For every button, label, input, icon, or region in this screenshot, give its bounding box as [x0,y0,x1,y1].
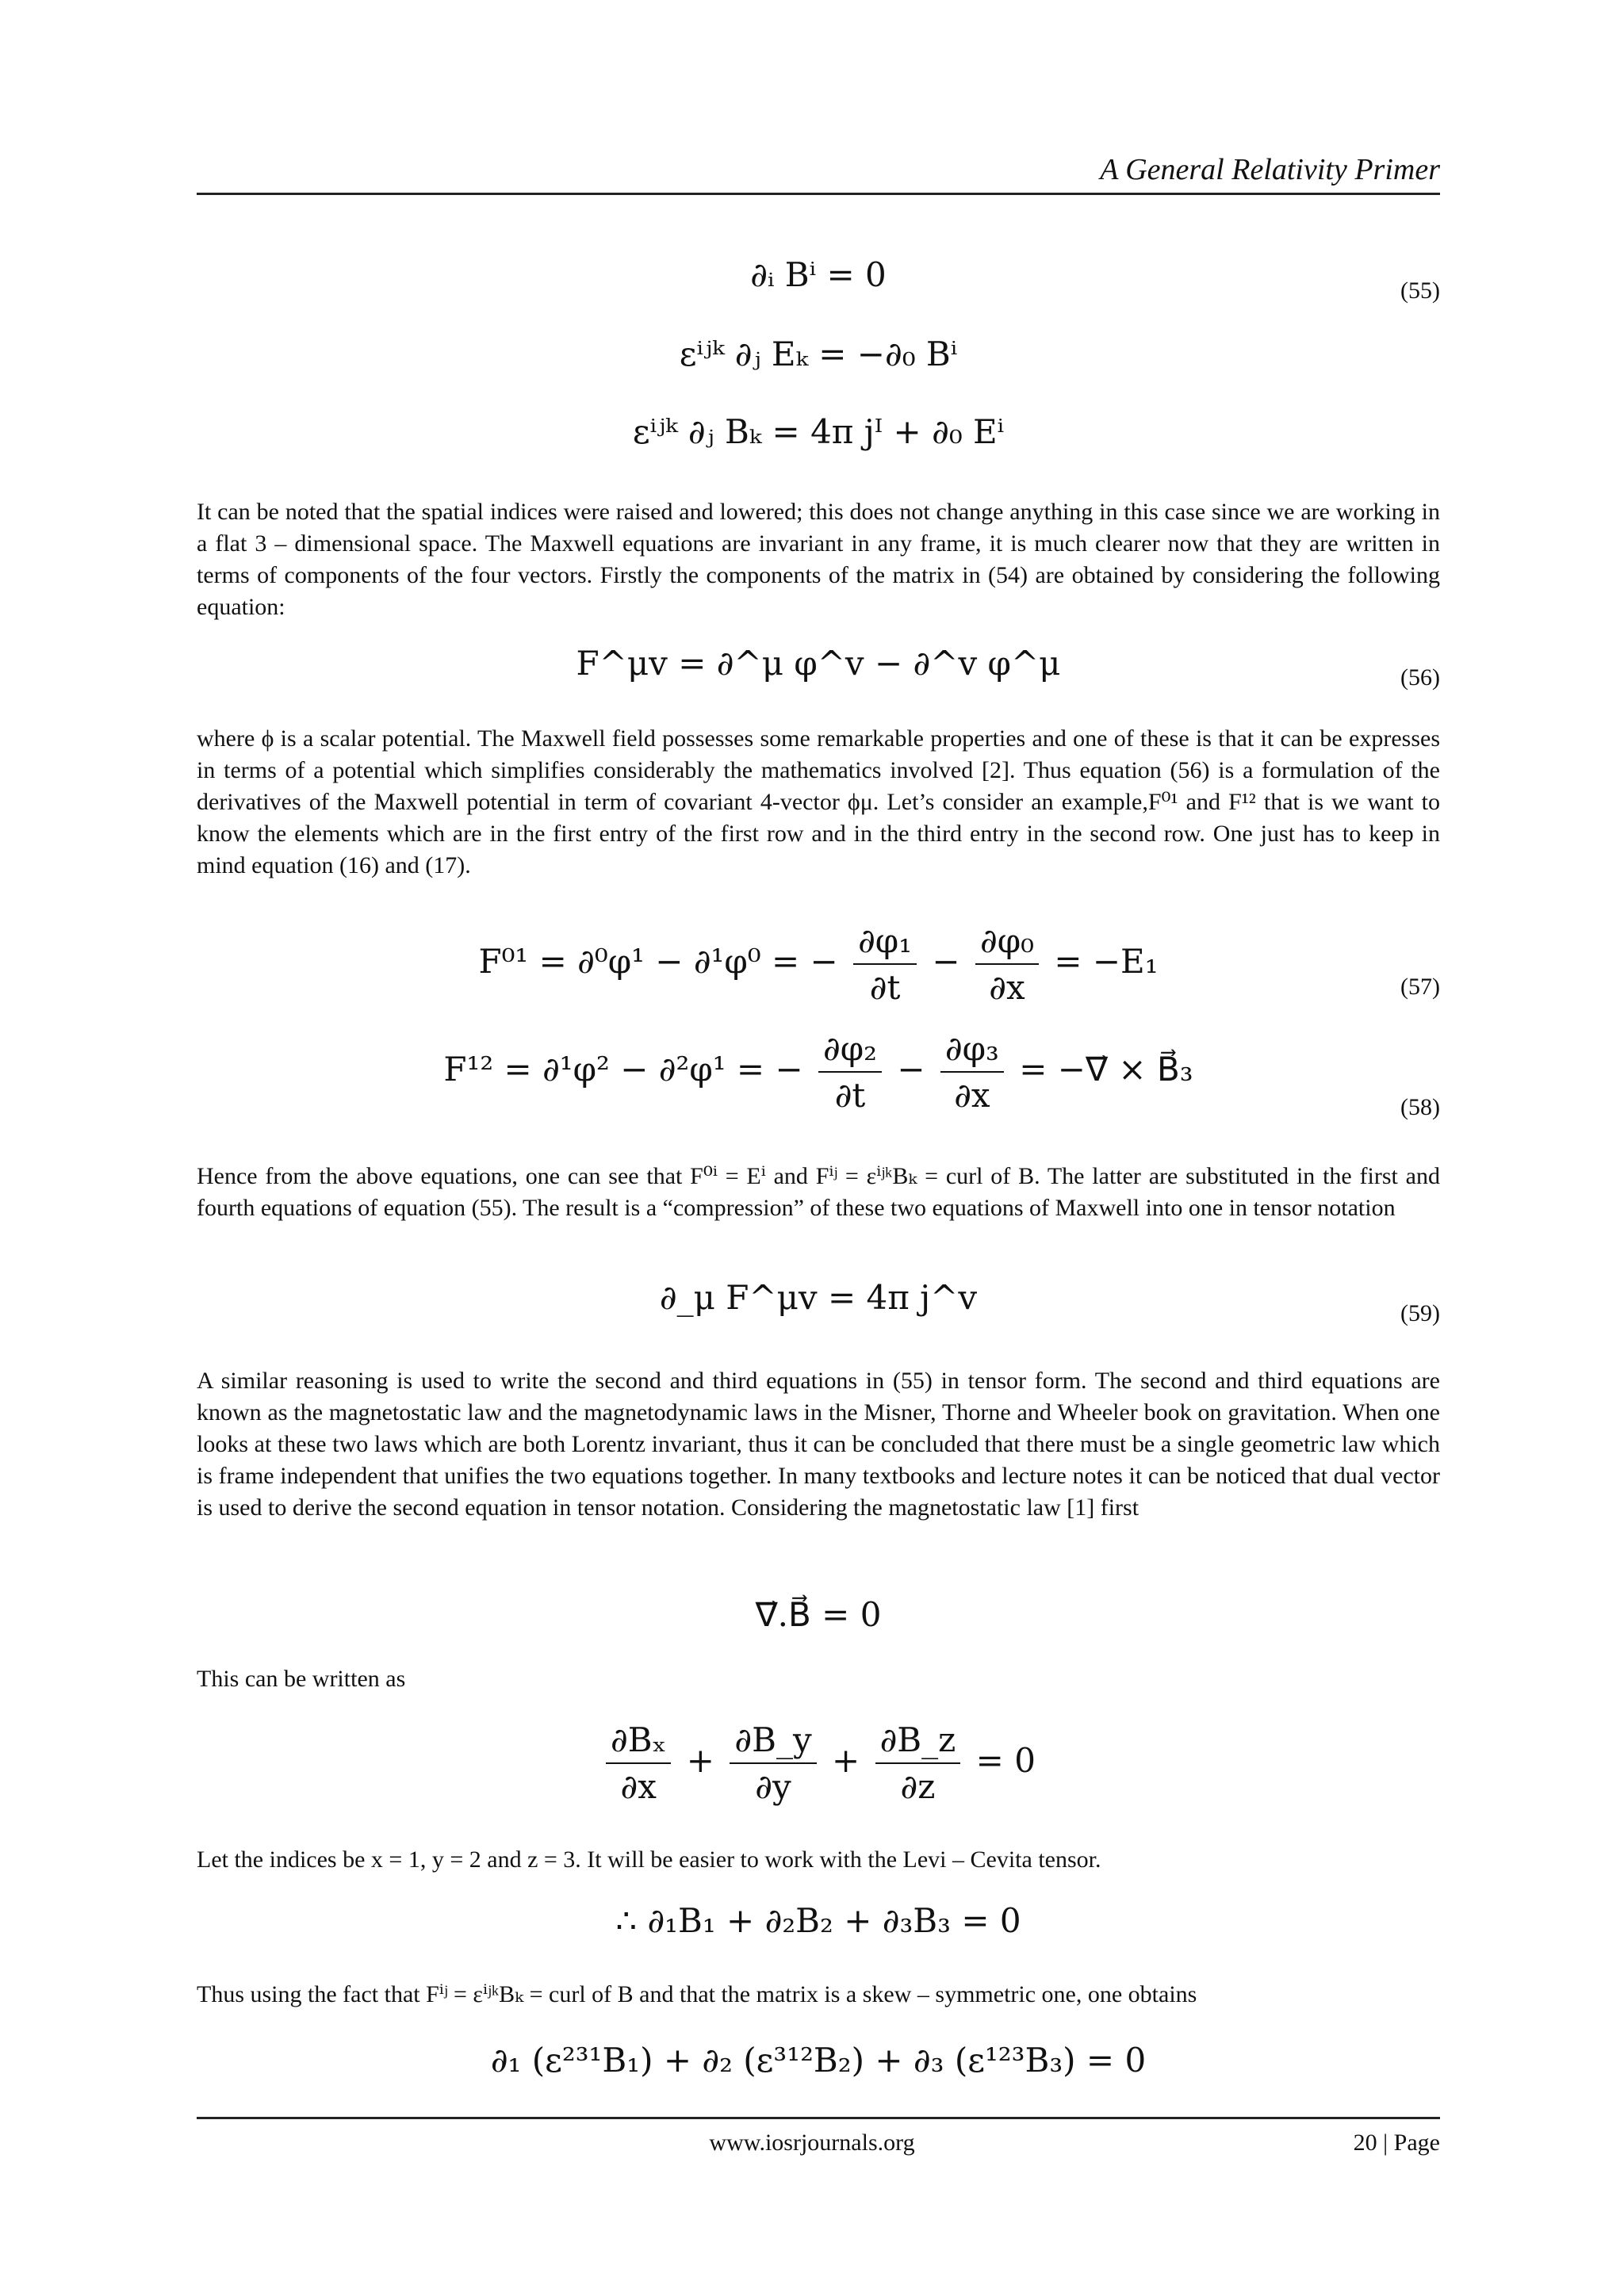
equation-59: ∂_μ F^μv = 4π j^v [659,1278,978,1317]
equation-number-55: (55) [1400,277,1440,304]
equation-index-sum: ∴ ∂₁B₁ + ∂₂B₂ + ∂₃B₃ = 0 [615,1901,1021,1940]
paragraph-compression: Hence from the above equations, one can see that F⁰ⁱ = Eⁱ and Fⁱʲ = εⁱʲᵏBₖ = curl of B. The latter are substituted in the first and fourth equations of equation (55). The result is a “compression” of these two equations of Maxwell into one in tensor notation [197,1163,1440,1221]
eq58-fraction-2-denominator: ∂x [954,1076,990,1115]
eq58-fraction-1 [818,1029,882,1115]
paragraph-skew-symmetric: Thus using the fact that Fⁱʲ = εⁱʲᵏBₖ = curl of B and that the matrix is a skew – symmetric one, one obtains [197,1981,1197,2007]
partial-sum-fraction-y-denominator: ∂y [755,1767,791,1806]
equation-number-56: (56) [1400,664,1440,691]
partial-sum-fraction-z [875,1720,961,1806]
footer-page-number: 20 | Page [1353,2130,1440,2156]
eq58-fraction-1-denominator: ∂t [834,1076,866,1115]
paragraph-magnetostatic: A similar reasoning is used to write the second and third equations in (55) in tensor form. The second and third equations are known as the magnetostatic law and the magnetodynamic laws in the Misner, Thorne and Wheeler book on gravitation. When one looks at these two laws which are both Lorentz invariant, thus it can be concluded that there must be a single geometric law which is frame independent that unifies the two equations together. In many textbooks and lecture notes it can be noticed that dual vector is used to derive the second equation in tensor notation. Considering the magnetostatic law [1] first [197,1368,1440,1521]
partial-sum-fraction-x-numerator: ∂Bₓ [606,1720,671,1764]
paragraph-spatial-indices: It can be noted that the spatial indices were raised and lowered; this does not change anything in this case since we are working in a flat 3 – dimensional space. The Maxwell equations are invariant in any frame, it is much clearer now that they are written in terms of components of the four vectors. Firstly the components of the matrix in (54) are obtained by considering the following equation: [197,499,1440,620]
partial-sum-fraction-z-denominator: ∂z [900,1767,936,1806]
equation-58 [197,1029,1440,1115]
eq57-minus: − [932,942,960,981]
partial-sum-fraction-z-numerator: ∂B_z [875,1720,961,1764]
equation-partial-sum [197,1720,1440,1806]
eq58-lhs: F¹² = ∂¹φ² − ∂²φ¹ = − [443,1050,803,1089]
paragraph-scalar-potential: where ϕ is a scalar potential. The Maxwell field possesses some remarkable properties and one of these is that it can be expresses in terms of a potential which simplifies considerably the mathematics involved [2]. Thus equation (56) is a formulation of the derivatives of the Maxwell potential in term of covariant 4-vector ϕμ. Let’s consider an example,F⁰¹ and F¹² that is we want to know the elements which are in the first entry of the first row and in the third entry in the second row. One just has to keep in mind equation (16) and (17). [197,725,1440,878]
eq57-fraction-2-denominator: ∂x [989,968,1025,1007]
eq57-fraction-1 [853,921,917,1007]
eq57-lhs: F⁰¹ = ∂⁰φ¹ − ∂¹φ⁰ = − [478,942,838,981]
eq57-fraction-2-numerator: ∂φ₀ [975,921,1039,965]
eq58-fraction-2 [940,1029,1004,1115]
running-header: A General Relativity Primer [1100,153,1440,186]
equation-levi-civita-sum: ∂₁ (ε²³¹B₁) + ∂₂ (ε³¹²B₂) + ∂₃ (ε¹²³B₃) = 0 [490,2041,1147,2080]
equation-55-divergence: ∂ᵢ Bⁱ = 0 [750,255,887,294]
eq57-fraction-2 [975,921,1039,1007]
equation-number-58: (58) [1400,1094,1440,1120]
partial-sum-fraction-x-denominator: ∂x [620,1767,657,1806]
equation-57 [197,921,1440,1007]
paragraph-indices: Let the indices be x = 1, y = 2 and z = 3. It will be easier to work with the Levi – Cevita tensor. [197,1846,1101,1873]
equation-55-faraday: εⁱʲᵏ ∂ⱼ Eₖ = −∂₀ Bⁱ [679,335,958,373]
equation-56: F^μv = ∂^μ φ^v − ∂^v φ^μ [576,644,1061,683]
eq58-rhs: = −∇⃗ × B⃗₃ [1019,1050,1193,1089]
paragraph-written-as: This can be written as [197,1666,406,1692]
header-rule [197,193,1440,195]
eq57-fraction-1-denominator: ∂t [869,968,901,1007]
eq57-fraction-1-numerator: ∂φ₁ [853,921,917,965]
eq58-fraction-2-numerator: ∂φ₃ [940,1029,1004,1073]
equation-divergence-b: ∇⃗.B⃗ = 0 [755,1595,882,1634]
eq58-fraction-1-numerator: ∂φ₂ [818,1029,882,1073]
partial-sum-plus-2: + [832,1741,860,1780]
footer-rule [197,2117,1440,2119]
partial-sum-fraction-y-numerator: ∂B_y [730,1720,816,1764]
equation-number-57: (57) [1400,974,1440,1000]
footer-website: www.iosrjournals.org [709,2130,915,2156]
equation-number-59: (59) [1400,1300,1440,1326]
partial-sum-plus-1: + [686,1741,714,1780]
partial-sum-fraction-y [730,1720,816,1806]
eq58-minus: − [897,1050,925,1089]
equation-55-ampere: εⁱʲᵏ ∂ⱼ Bₖ = 4π jᴵ + ∂₀ Eⁱ [632,412,1005,451]
partial-sum-fraction-x [606,1720,671,1806]
eq57-rhs: = −E₁ [1054,942,1159,981]
partial-sum-rhs: = 0 [975,1741,1036,1780]
